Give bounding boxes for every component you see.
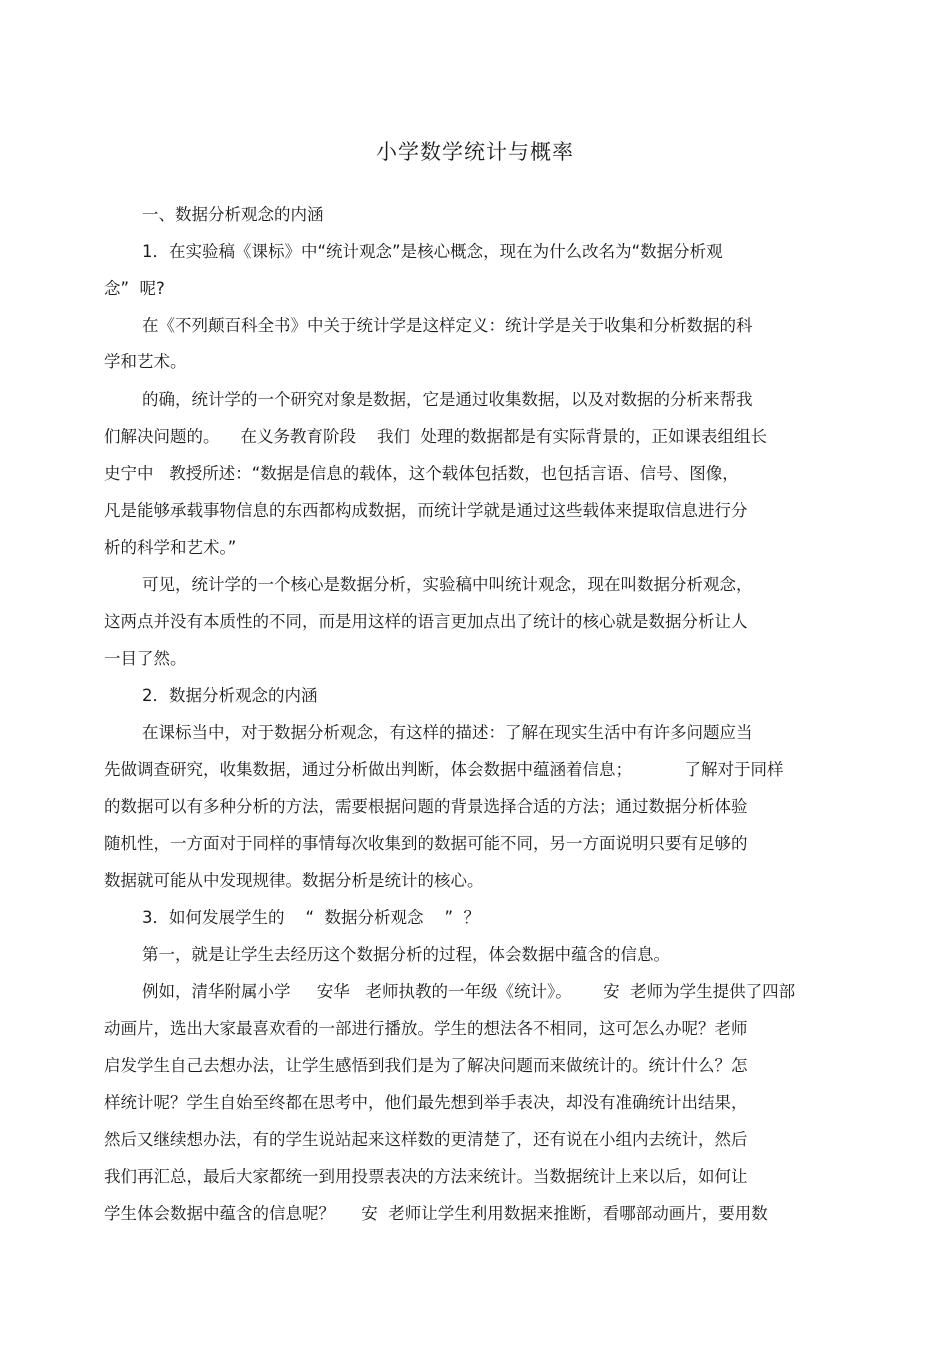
section-heading-2: 2．数据分析观念的内涵 [142,686,318,705]
paragraph-line: 在课标当中，对于数据分析观念，有这样的描述：了解在现实生活中有许多问题应当 [142,723,753,742]
paragraph-line: 史宁中 教授所述：“数据是信息的载体，这个载体包括数，也包括言语、信号、图像， [104,464,739,483]
paragraph-line: 随机性，一方面对于同样的事情每次收集到的数据可能不同，另一方面说明只要有足够的 [104,834,748,853]
section-heading-1: 一、数据分析观念的内涵 [142,205,324,224]
paragraph-line: 可见，统计学的一个核心是数据分析，实验稿中叫统计观念，现在叫数据分析观念， [142,575,753,594]
paragraph-line: 先做调查研究，收集数据，通过分析做出判断，体会数据中蕴涵着信息； 了解对于同样 [104,760,784,779]
paragraph-line: 1．在实验稿《课标》中“统计观念”是核心概念，现在为什么改名为“数据分析观 [142,242,723,261]
section-heading-3: 3．如何发展学生的 “ 数据分析观念 ” ？ [142,908,481,927]
paragraph-line: 学和艺术。 [104,352,187,371]
paragraph-line: 念” 呢? [104,279,165,298]
paragraph-line: 学生体会数据中蕴含的信息呢？ 安 老师让学生利用数据来推断，看哪部动画片，要用数 [104,1204,768,1223]
paragraph-line: 样统计呢？学生自始至终都在思考中，他们最先想到举手表决，却没有准确统计出结果， [104,1093,748,1112]
paragraph-line: 析的科学和艺术。” [104,538,237,557]
paragraph-line: 数据就可能从中发现规律。数据分析是统计的核心。 [104,871,484,890]
paragraph-line: 一目了然。 [104,649,187,668]
paragraph-line: 第一，就是让学生去经历这个数据分析的过程，体会数据中蕴含的信息。 [142,945,670,964]
paragraph-line: 在《不列颠百科全书》中关于统计学是这样定义：统计学是关于收集和分析数据的科 [142,316,753,335]
paragraph-line: 例如，清华附属小学 安华 老师执教的一年级《统计》。 安 老师为学生提供了四部 [142,982,796,1001]
paragraph-line: 凡是能够承载事物信息的东西都构成数据，而统计学就是通过这些载体来提取信息进行分 [104,501,748,520]
document-title: 小学数学统计与概率 [376,140,574,164]
paragraph-line: 然后又继续想办法，有的学生说站起来这样数的更清楚了，还有说在小组内去统计，然后 [104,1130,748,1149]
paragraph-line: 们解决问题的。 在义务教育阶段 我们 处理的数据都是有实际背景的，正如课表组组长 [104,427,767,446]
paragraph-line: 我们再汇总，最后大家都统一到用投票表决的方法来统计。当数据统计上来以后，如何让 [104,1167,748,1186]
paragraph-line: 动画片，选出大家最喜欢看的一部进行播放。学生的想法各不相同，这可怎么办呢？老师 [104,1019,748,1038]
paragraph-line: 的数据可以有多种分析的方法，需要根据问题的背景选择合适的方法；通过数据分析体验 [104,797,748,816]
paragraph-line: 这两点并没有本质性的不同，而是用这样的语言更加点出了统计的核心就是数据分析让人 [104,612,748,631]
paragraph-line: 的确，统计学的一个研究对象是数据，它是通过收集数据，以及对数据的分析来帮我 [142,390,753,409]
paragraph-line: 启发学生自己去想办法，让学生感悟到我们是为了解决问题而来做统计的。统计什么？怎 [104,1056,748,1075]
